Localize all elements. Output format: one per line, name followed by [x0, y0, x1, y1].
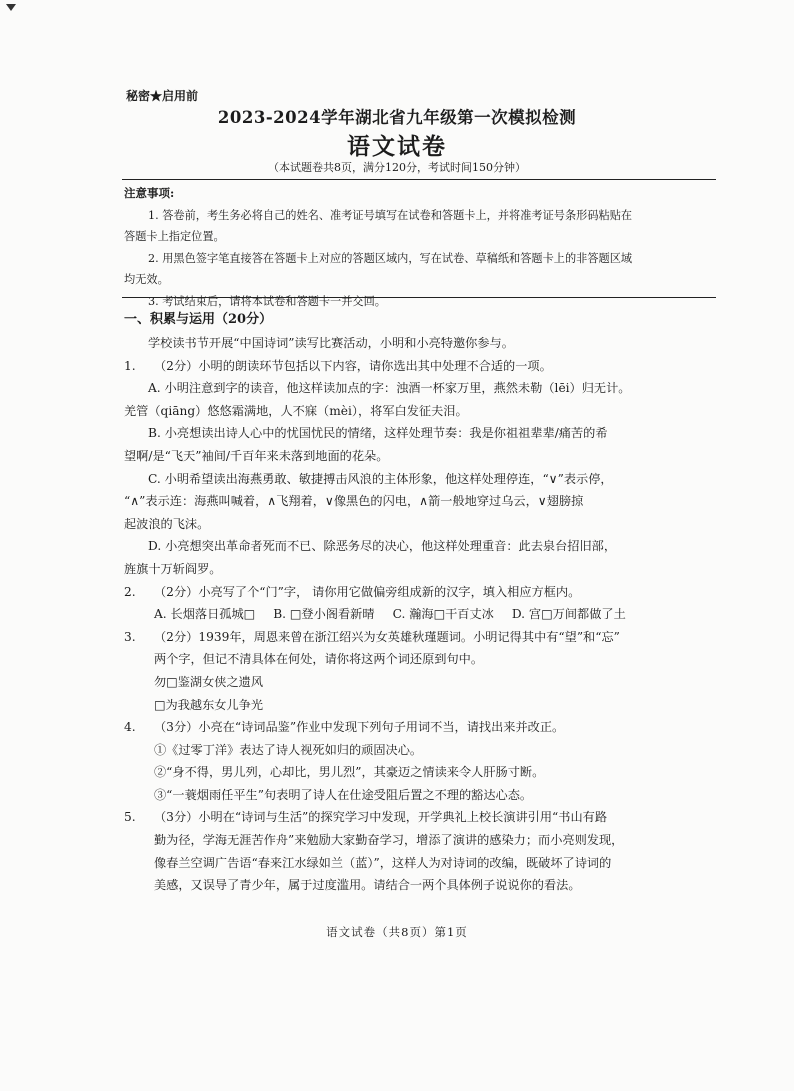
question-stem: （3分）小亮在“诗词品鉴”作业中发现下列句子用词不当，请找出来并改正。	[154, 720, 565, 735]
notice-block	[124, 183, 714, 312]
question-4	[124, 716, 714, 739]
question-number: 2.	[124, 584, 136, 599]
question-number: 1.	[124, 358, 136, 373]
question-1	[124, 355, 714, 378]
confidential-label: 秘密★启用前	[126, 89, 199, 103]
section-intro: 学校读书节开展“中国诗词”读写比赛活动，小明和小亮特邀你参与。	[148, 336, 514, 350]
q3-line-b: □为我越东女儿争光	[154, 697, 264, 712]
q5-stem-cont-2: 像春兰空调广告语“春来江水绿如兰（蓝）”，这样人为对诗词的改编，既破坏了诗词的	[154, 855, 612, 870]
question-number: 4.	[124, 720, 136, 735]
q1-option-c: C. 小明希望读出海燕勇敢、敏捷搏击风浪的主体形象，他这样处理停连，“∨”表示停，	[148, 471, 613, 486]
q2-option-a: A. 长烟落日孤城□	[154, 607, 256, 622]
q5-stem-cont-3: 美感，又误导了青少年，属于过度滥用。请结合一两个具体例子说说你的看法。	[154, 878, 581, 893]
question-number: 5.	[124, 810, 136, 825]
notice-title: 注意事项:	[124, 186, 175, 200]
q2-option-c: C. 瀚海□干百丈冰	[392, 607, 494, 622]
exam-info: （本试题卷共8页，满分120分，考试时间150分钟）	[268, 161, 526, 174]
q3-stem-cont: 两个字，但记不清具体在何处，请你将这两个词还原到句中。	[154, 652, 484, 667]
q3-line-a: 勿□鉴湖女侠之遗风	[154, 674, 264, 689]
exam-title: 2023-2024学年湖北省九年级第一次模拟检测	[217, 108, 577, 127]
notice-item-3: 3. 考试结束后，请将本试卷和答题卡一并交回。	[148, 294, 386, 308]
question-stem: （2分）小明的朗读环节包括以下内容，请你选出其中处理不合适的一项。	[154, 358, 552, 373]
q1-option-a: A. 小明注意到字的读音，他这样读加点的字：浊酒一杯家万里，燕然未勒（lēi）归无计。	[148, 381, 631, 396]
q2-option-b: B. □登小阁看新晴	[273, 607, 375, 622]
subject-title: 语文试卷	[347, 133, 447, 160]
page-footer: 语文试卷（共8页）第1页	[326, 925, 468, 939]
notice-item-2-cont: 均无效。	[124, 273, 169, 286]
q5-stem-cont-1: 勤为径，学海无涯苦作舟”来勉励大家勤奋学习，增添了演讲的感染力；而小亮则发现，	[154, 833, 624, 848]
q2-option-d: D. 宫□万间都做了土	[511, 607, 626, 622]
q1-option-c-cont2: 起波浪的飞沫。	[124, 516, 210, 531]
question-stem: （2分）1939年，周恩来曾在浙江绍兴为女英雄秋瑾题词。小明记得其中有“望”和“忘”	[154, 629, 620, 644]
question-3	[124, 626, 714, 649]
q1-option-b-cont: 望啊/是“飞天”袖间/千百年来未落到地面的花朵。	[124, 448, 389, 463]
question-5	[124, 806, 714, 829]
question-2	[124, 581, 714, 604]
notice-item-1: 1. 答卷前，考生务必将自己的姓名、准考证号填写在试卷和答题卡上，并将准考证号条形码粘贴在	[148, 208, 633, 222]
question-number: 3.	[124, 629, 136, 644]
q1-option-d-cont: 旌旗十万斩阎罗。	[124, 561, 222, 576]
q1-option-c-cont: “∧”表示连：海燕叫喊着，∧飞翔着，∨像黑色的闪电，∧箭一般地穿过乌云，∨翅膀掠	[124, 494, 584, 509]
corner-arrow-icon	[6, 4, 16, 11]
q4-item-3: ③“一蓑烟雨任平生”句表明了诗人在仕途受阻后置之不理的豁达心态。	[154, 787, 533, 802]
section-1	[124, 310, 714, 897]
q4-item-2: ②“身不得，男儿列，心却比，男儿烈”，其豪迈之情读来令人肝肠寸断。	[154, 765, 545, 780]
notice-item-2: 2. 用黑色签字笔直接答在答题卡上对应的答题区域内，写在试卷、草稿纸和答题卡上的非答题区域	[148, 251, 633, 265]
q1-option-b: B. 小亮想读出诗人心中的忧国忧民的情绪，这样处理节奏：我是你祖祖辈辈/痛苦的希	[148, 426, 608, 441]
q4-item-1: ①《过零丁洋》表达了诗人视死如归的顽固决心。	[154, 742, 423, 757]
section-heading: 一、积累与运用（20分）	[124, 312, 273, 327]
notice-item-1-cont: 答题卡上指定位置。	[124, 230, 225, 243]
divider-top	[122, 179, 716, 180]
divider-notice	[122, 297, 716, 298]
question-stem: （2分）小亮写了个“门”字， 请你用它做偏旁组成新的汉字，填入相应方框内。	[154, 584, 581, 599]
q2-options	[124, 603, 714, 626]
question-stem: （3分）小明在“诗词与生活”的探究学习中发现，开学典礼上校长演讲引用“书山有路	[154, 810, 608, 825]
q1-option-a-cont: 羌管（qiāng）悠悠霜满地，人不寐（mèi），将军白发征夫泪。	[124, 403, 468, 418]
q1-option-d: D. 小亮想突出革命者死而不已、除恶务尽的决心，他这样处理重音：此去泉台招旧部，	[148, 539, 617, 554]
